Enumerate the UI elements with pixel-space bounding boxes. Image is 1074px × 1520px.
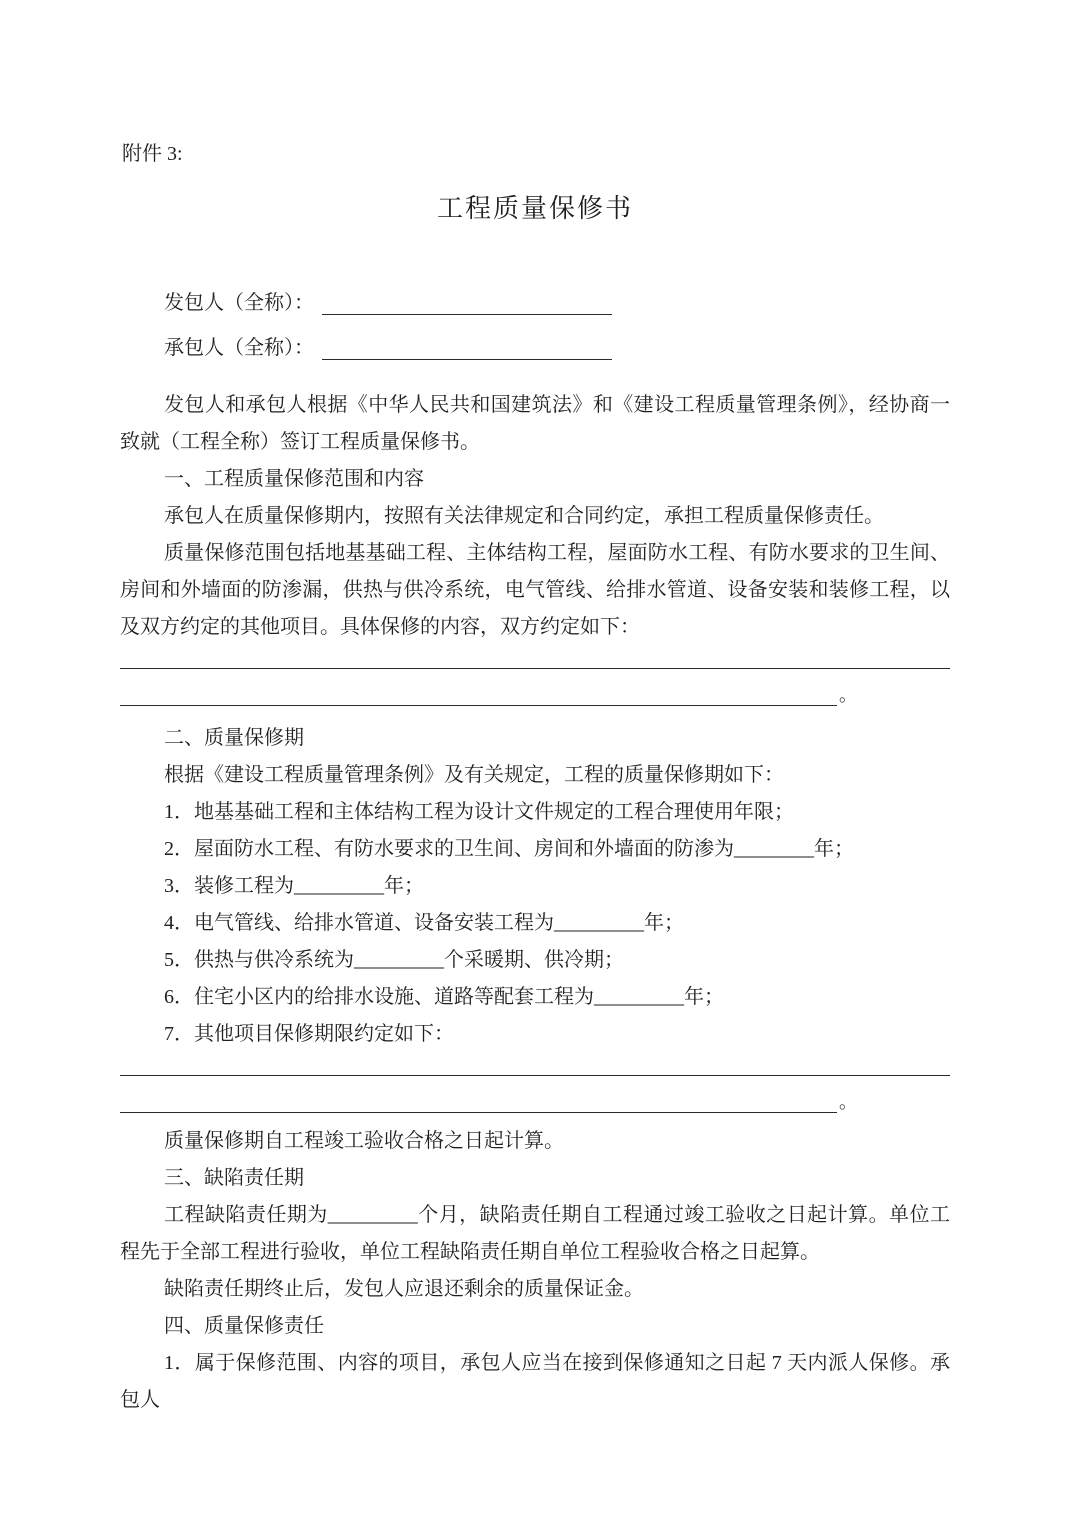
party-section	[120, 277, 950, 367]
period-suffix: 。	[839, 1092, 857, 1112]
attachment-label: 附件 3:	[122, 143, 183, 165]
paragraph: 质量保修范围包括地基基础工程、主体结构工程，屋面防水工程、有防水要求的卫生间、房间和外墙面的防渗漏，供热与供冷系统，电气管线、给排水管道、设备安装和装修工程，以及双方约定的其他项目。具体保修的内容，双方约定如下：	[120, 542, 950, 638]
paragraph: 缺陷责任期终止后，发包人应退还剩余的质量保证金。	[164, 1278, 644, 1300]
list-item: 1．属于保修范围、内容的项目，承包人应当在接到保修通知之日起 7 天内派人保修。承包人	[120, 1352, 950, 1411]
section-heading: 三、缺陷责任期	[164, 1167, 304, 1189]
employer-fill-line	[322, 314, 612, 315]
section-heading: 四、质量保修责任	[164, 1315, 324, 1337]
blank-fill-line-terminated	[120, 669, 950, 706]
list-item: 5．供热与供冷系统为_________个采暖期、供冷期；	[164, 949, 624, 971]
blank-fill-line	[120, 1076, 837, 1113]
paragraph: 工程缺陷责任期为_________个月，缺陷责任期自工程通过竣工验收之日起计算。单位工程先于全部工程进行验收，单位工程缺陷责任期自单位工程验收合格之日起算。	[120, 1204, 950, 1263]
list-item: 7．其他项目保修期限约定如下：	[164, 1023, 454, 1045]
party-row-contractor	[120, 322, 950, 367]
blank-fill-line-terminated	[120, 1076, 950, 1113]
party-row-employer	[120, 277, 950, 322]
paragraph: 发包人和承包人根据《中华人民共和国建筑法》和《建设工程质量管理条例》，经协商一致就（工程全称）签订工程质量保修书。	[120, 394, 950, 453]
contractor-fill-line	[322, 359, 612, 360]
document-body	[120, 387, 950, 1419]
employer-label: 发包人（全称）：	[164, 292, 314, 314]
section-heading: 一、工程质量保修范围和内容	[164, 468, 424, 490]
list-item: 6．住宅小区内的给排水设施、道路等配套工程为_________年；	[164, 986, 724, 1008]
list-item: 4．电气管线、给排水管道、设备安装工程为_________年；	[164, 912, 684, 934]
paragraph: 根据《建设工程质量管理条例》及有关规定，工程的质量保修期如下：	[164, 764, 784, 786]
blank-fill-line	[120, 669, 837, 706]
list-item: 2．屋面防水工程、有防水要求的卫生间、房间和外墙面的防渗为________年；	[164, 838, 854, 860]
period-suffix: 。	[839, 685, 857, 705]
paragraph: 承包人在质量保修期内，按照有关法律规定和合同约定，承担工程质量保修责任。	[164, 505, 884, 527]
contractor-label: 承包人（全称）：	[164, 337, 314, 359]
section-heading: 二、质量保修期	[164, 727, 304, 749]
list-item: 3．装修工程为_________年；	[164, 875, 424, 897]
document-content	[120, 136, 950, 1419]
list-item: 1．地基基础工程和主体结构工程为设计文件规定的工程合理使用年限；	[164, 801, 794, 823]
document-title: 工程质量保修书	[436, 194, 633, 223]
paragraph: 质量保修期自工程竣工验收合格之日起计算。	[164, 1130, 564, 1152]
